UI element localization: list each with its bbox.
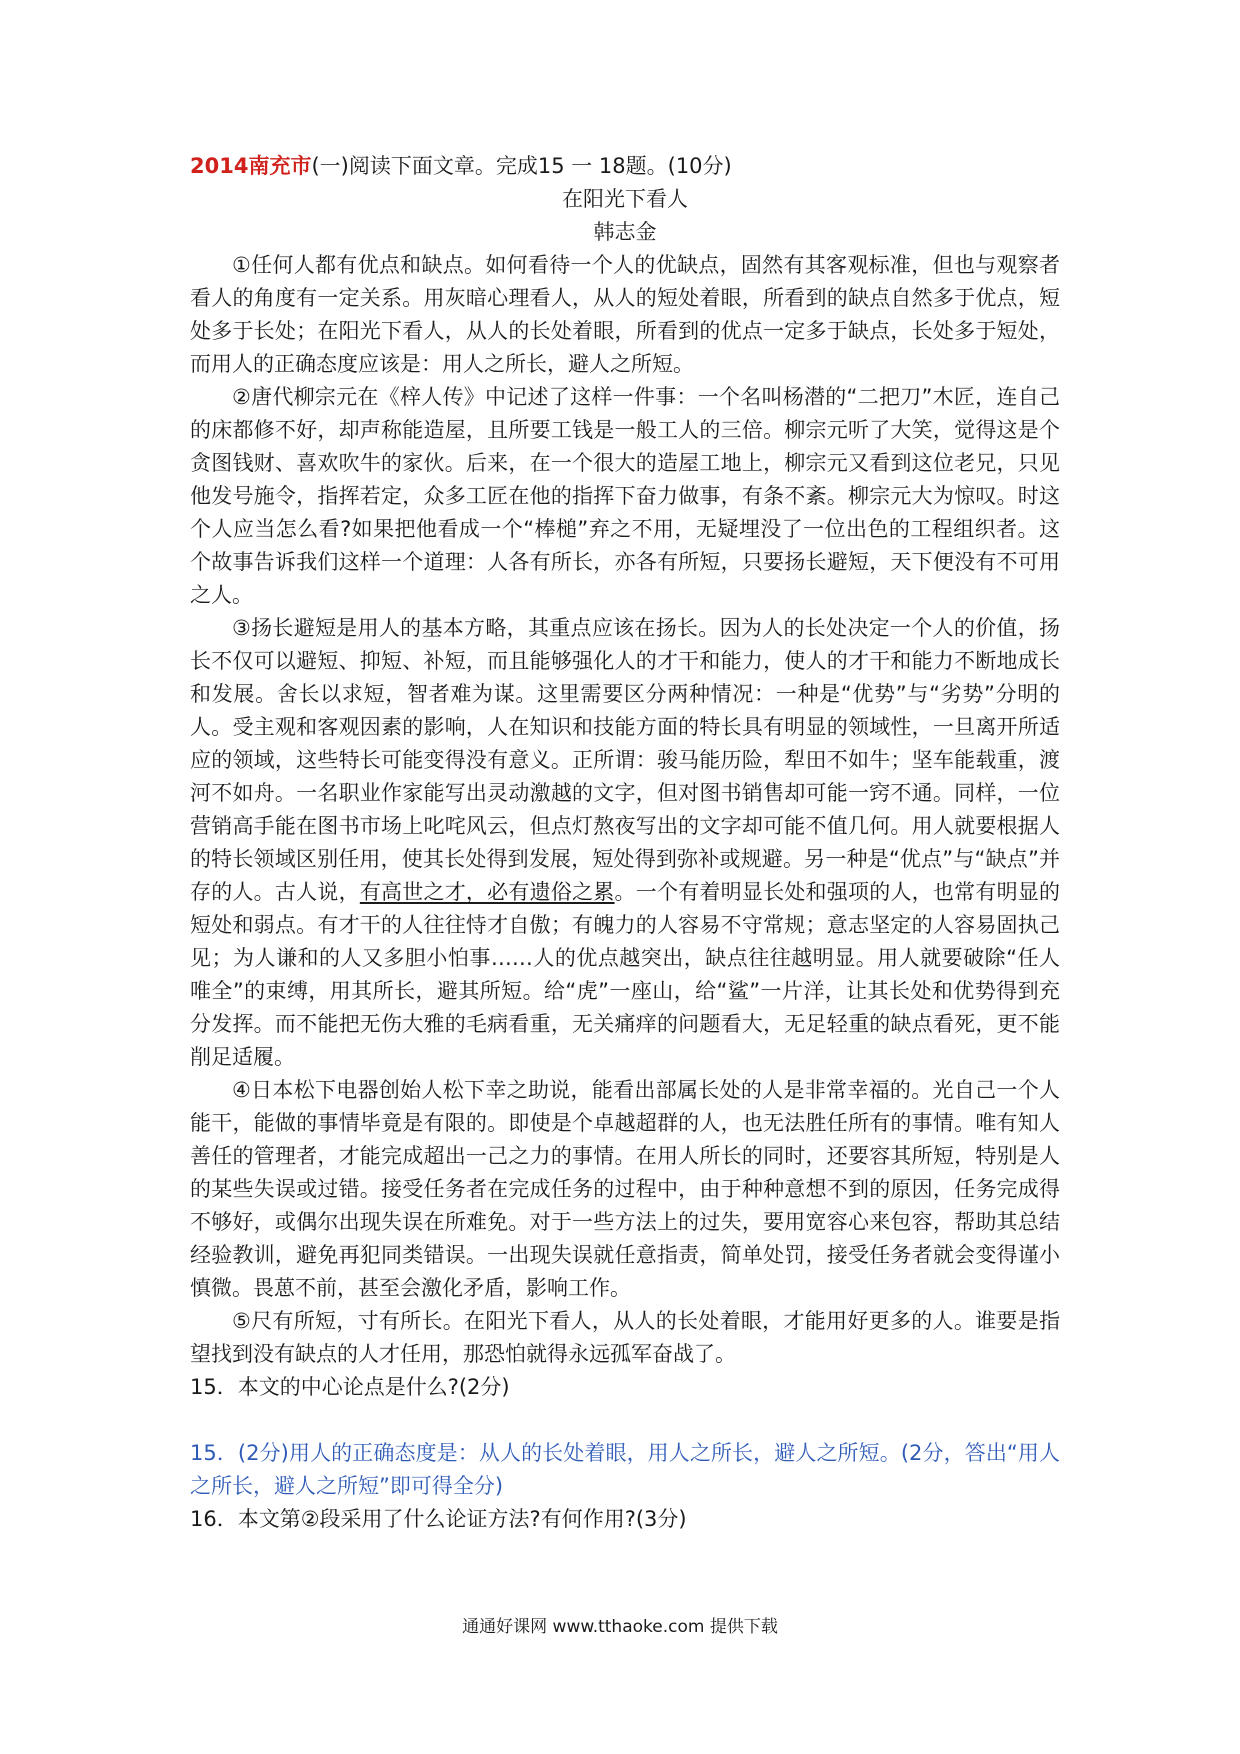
reading-instruction: (一)阅读下面文章。完成15 一 18题。(10分) [311, 154, 732, 178]
exam-header [190, 150, 1060, 183]
paragraph-4: ④日本松下电器创始人松下幸之助说，能看出部属长处的人是非常幸福的。光自己一个人能干，能做的事情毕竟是有限的。即使是个卓越超群的人，也无法胜任所有的事情。唯有知人善任的管理者，才能完成超出一己之力的事情。在用人所长的同时，还要容其所短，特别是人的某些失误或过错。接受任务者在完成任务的过程中，由于种种意想不到的原因，任务完成得不够好，或偶尔出现失误在所难免。对于一些方法上的过失，要用宽容心来包容，帮助其总结经验教训，避免再犯同类错误。一出现失误就任意指责，简单处罚，接受任务者就会变得谨小慎微。畏葸不前，甚至会激化矛盾，影响工作。 [190, 1078, 1060, 1300]
underlined-quote: 有高世之才，必有遗俗之累 [359, 880, 615, 904]
document-page [190, 150, 1060, 1536]
answer-15: 15．(2分)用人的正确态度是：从人的长处着眼，用人之所长，避人之所短。(2分，答出“用人之所长，避人之所短”即可得全分) [190, 1441, 1060, 1498]
paragraph-3-text-b: 。一个有着明显长处和强项的人，也常有明显的短处和弱点。有才干的人往往恃才自傲；有魄力的人容易不守常规；意志坚定的人容易固执己见；为人谦和的人又多胆小怕事……人的优点越突出，缺点往往越明显。用人就要破除“任人唯全”的束缚，用其所长，避其所短。给“虎”一座山，给“鲨”一片洋，让其长处和优势得到充分发挥。而不能把无伤大雅的毛病看重，无关痛痒的问题看大，无足轻重的缺点看死，更不能削足适履。 [190, 880, 1061, 1069]
paragraph-5: ⑤尺有所短，寸有所长。在阳光下看人，从人的长处着眼，才能用好更多的人。谁要是指望找到没有缺点的人才任用，那恐怕就得永远孤军奋战了。 [190, 1309, 1060, 1366]
paragraph-2: ②唐代柳宗元在《梓人传》中记述了这样一件事：一个名叫杨潜的“二把刀”木匠，连自己的床都修不好，却声称能造屋，且所要工钱是一般工人的三倍。柳宗元听了大笑，觉得这是个贪图钱财、喜欢吹牛的家伙。后来，在一个很大的造屋工地上，柳宗元又看到这位老兄，只见他发号施令，指挥若定，众多工匠在他的指挥下奋力做事，有条不紊。柳宗元大为惊叹。时这个人应当怎么看?如果把他看成一个“棒槌”弃之不用，无疑埋没了一位出色的工程组织者。这个故事告诉我们这样一个道理：人各有所长，亦各有所短，只要扬长避短，天下便没有不可用之人。 [190, 385, 1060, 607]
question-16: 16．本文第②段采用了什么论证方法?有何作用?(3分) [190, 1507, 687, 1531]
city-tag: 2014南充市 [190, 154, 312, 178]
answer-space [190, 1404, 1060, 1437]
paragraph-3-text-a: ③扬长避短是用人的基本方略，其重点应该在扬长。因为人的长处决定一个人的价值，扬长不仅可以避短、抑短、补短，而且能够强化人的才干和能力，使人的才干和能力不断地成长和发展。舍长以求短，智者难为谋。这里需要区分两种情况：一种是“优势”与“劣势”分明的人。受主观和客观因素的影响，人在知识和技能方面的特长具有明显的领域性，一旦离开所适应的领域，这些特长可能变得没有意义。正所谓：骏马能历险，犁田不如牛；坚车能载重，渡河不如舟。一名职业作家能写出灵动激越的文字，但对图书销售却可能一窍不通。同样，一位营销高手能在图书市场上叱咤风云，但点灯熬夜写出的文字却可能不值几何。用人就要根据人的特长领域区别任用，使其长处得到发展，短处得到弥补或规避。另一种是“优点”与“缺点”并存的人。古人说， [190, 616, 1060, 904]
question-15: 15．本文的中心论点是什么?(2分) [190, 1375, 510, 1399]
page-footer: 通通好课网 www.tthaoke.com 提供下载 [462, 1617, 778, 1637]
article-author: 韩志金 [593, 220, 657, 244]
paragraph-3 [190, 612, 1060, 1074]
paragraph-1: ①任何人都有优点和缺点。如何看待一个人的优缺点，固然有其客观标准，但也与观察者看人的角度有一定关系。用灰暗心理看人，从人的短处着眼，所看到的缺点自然多于优点，短处多于长处；在阳光下看人，从人的长处着眼，所看到的优点一定多于缺点，长处多于短处，而用人的正确态度应该是：用人之所长，避人之所短。 [190, 253, 1060, 376]
article-title: 在阳光下看人 [562, 187, 688, 211]
